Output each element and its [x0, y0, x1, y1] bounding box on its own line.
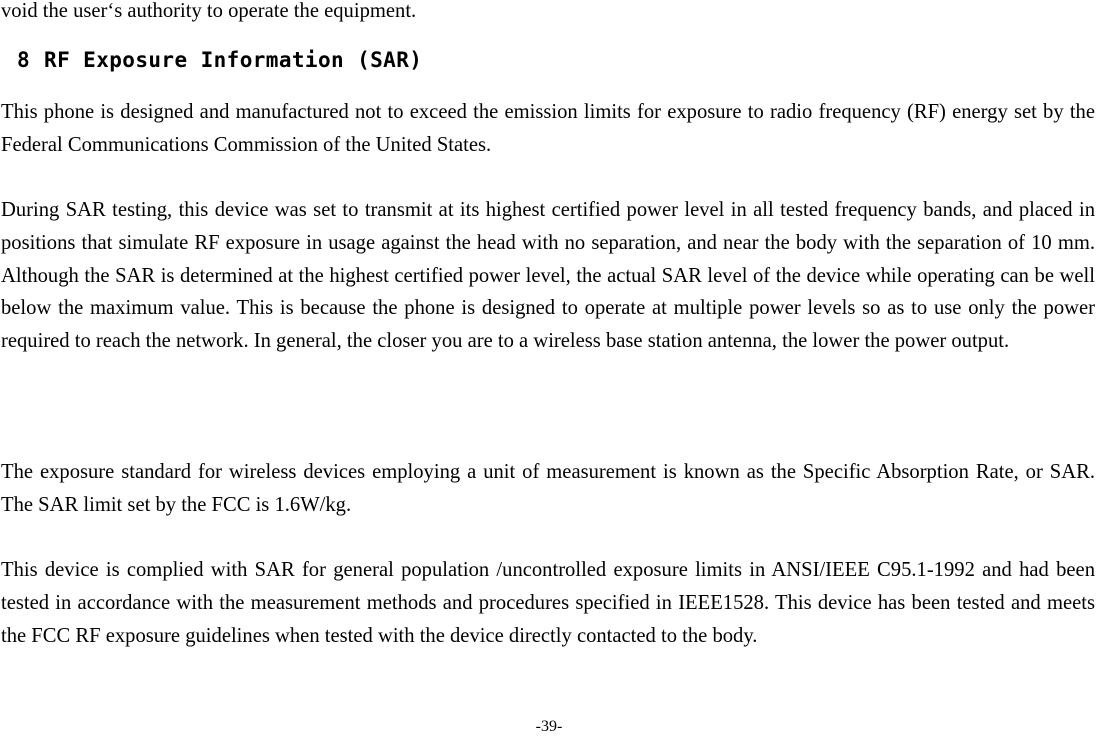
section-heading — [17, 46, 422, 74]
section-number: 8 — [17, 48, 31, 72]
paragraph-2: During SAR testing, this device was set to transmit at its highest certified power level in all tested frequency bands, and placed in positions that simulate RF exposure in usage against the head with no separation, and near the body with the separation of 10 mm. Although the SAR is determined at the highest certified power level, the actual SAR level of the device while operating can be well below the maximum value. This is because the phone is designed to operate at multiple power levels so as to use only the power required to reach the network. In general, the closer you are to a wireless base station antenna, the lower the power output. — [1, 199, 1095, 353]
paragraph-1: This phone is designed and manufactured not to exceed the emission limits for exposure to radio frequency (RF) energy set by the Federal Communications Commission of the United States. — [1, 101, 1095, 156]
paragraph-4: This device is complied with SAR for general population /uncontrolled exposure limits in ANSI/IEEE C95.1-1992 and had been tested in accordance with the measurement methods and procedures specified in IEEE1528. This device has been tested and meets the FCC RF exposure guidelines when tested with the device directly contacted to the body. — [1, 559, 1095, 647]
lead-line: void the user‘s authority to operate the equipment. — [1, 0, 417, 22]
paragraph-3: The exposure standard for wireless devices employing a unit of measurement is known as the Specific Absorption Rate, or SAR. The SAR limit set by the FCC is 1.6W/kg. — [1, 461, 1095, 516]
section-title: RF Exposure Information (SAR) — [44, 48, 423, 72]
page-number: -39- — [535, 718, 563, 735]
